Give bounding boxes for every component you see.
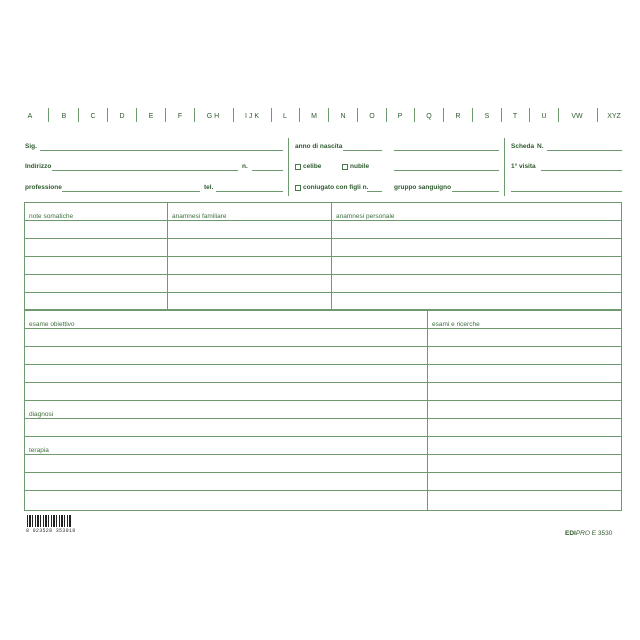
- brand-name-a: EDI: [565, 530, 576, 537]
- label-anno-nascita: anno di nascita: [295, 143, 343, 150]
- label-anamnesi-personale: anamnesi personale: [336, 213, 395, 220]
- index-divider: [357, 108, 358, 122]
- checkbox-celibe[interactable]: [295, 164, 301, 170]
- index-divider: [558, 108, 559, 122]
- brand-label: [565, 530, 612, 537]
- index-divider: [414, 108, 415, 122]
- index-letter: L: [283, 113, 287, 120]
- label-diagnosi: diagnosi: [29, 411, 54, 418]
- label-tel: tel.: [204, 184, 214, 191]
- index-letter: T: [512, 113, 518, 120]
- index-divider: [136, 108, 137, 122]
- index-letter: C: [90, 113, 96, 120]
- checkbox-nubile[interactable]: [342, 164, 348, 170]
- exam-line[interactable]: [24, 364, 622, 365]
- index-divider: [386, 108, 387, 122]
- field-prima-visita[interactable]: [541, 170, 622, 171]
- label-sig: Sig.: [25, 143, 37, 150]
- index-letter: G H: [206, 113, 220, 120]
- label-celibe: celibe: [303, 163, 322, 170]
- label-anamnesi-familiare: anamnesi familiare: [172, 213, 227, 220]
- index-letter: E: [148, 113, 154, 120]
- index-divider: [233, 108, 234, 122]
- index-divider: [597, 108, 598, 122]
- anamnesis-line[interactable]: [24, 274, 622, 275]
- index-letter: O: [369, 113, 375, 120]
- label-scheda-numero: N.: [537, 143, 544, 150]
- field-numero-figli[interactable]: [367, 191, 382, 192]
- anamnesis-line[interactable]: [24, 256, 622, 257]
- index-letter: M: [311, 113, 317, 120]
- exam-line[interactable]: [24, 382, 622, 383]
- index-divider: [194, 108, 195, 122]
- field-scheda-numero[interactable]: [547, 150, 622, 151]
- label-scheda: Scheda: [511, 143, 535, 150]
- index-letter: R: [455, 113, 461, 120]
- exam-line[interactable]: [24, 436, 622, 437]
- label-coniugato: coniugato con figli n.: [303, 184, 369, 191]
- exam-line[interactable]: [24, 454, 622, 455]
- anamnesis-line[interactable]: [24, 220, 622, 221]
- exam-line[interactable]: [24, 472, 622, 473]
- label-terapia: terapia: [29, 447, 49, 454]
- index-divider: [328, 108, 329, 122]
- field-scheda-extra[interactable]: [511, 191, 622, 192]
- field-extra-1[interactable]: [394, 150, 499, 151]
- index-divider: [299, 108, 300, 122]
- field-anno-nascita[interactable]: [343, 150, 382, 151]
- index-divider: [529, 108, 530, 122]
- exam-line[interactable]: [24, 328, 622, 329]
- label-numero: n.: [242, 163, 248, 170]
- header-divider: [288, 138, 289, 196]
- label-prima-visita: 1° visita: [511, 163, 536, 170]
- index-letter: S: [484, 113, 490, 120]
- field-gruppo-sanguigno[interactable]: [452, 191, 499, 192]
- field-numero[interactable]: [252, 170, 283, 171]
- field-professione[interactable]: [62, 191, 200, 192]
- product-code: E 3530: [591, 530, 613, 537]
- exam-line[interactable]: [24, 418, 622, 419]
- index-divider: [501, 108, 502, 122]
- barcode-image: [27, 515, 71, 527]
- exam-divider: [427, 310, 428, 511]
- checkbox-coniugato[interactable]: [295, 185, 301, 191]
- field-extra-2[interactable]: [394, 170, 499, 171]
- index-letter: N: [340, 113, 346, 120]
- index-divider: [443, 108, 444, 122]
- label-gruppo-sanguigno: gruppo sanguigno: [394, 184, 452, 191]
- label-indirizzo: Indirizzo: [25, 163, 52, 170]
- index-letter: F: [177, 113, 183, 120]
- index-divider: [78, 108, 79, 122]
- header-divider: [504, 138, 505, 196]
- anamnesis-line[interactable]: [24, 238, 622, 239]
- index-letter: I J K: [244, 113, 259, 120]
- label-nubile: nubile: [350, 163, 370, 170]
- index-letter: A: [27, 113, 33, 120]
- label-esame-obiettivo: esame obiettivo: [29, 321, 75, 328]
- index-letter: Q: [426, 113, 432, 120]
- brand-name-b: PRO: [575, 530, 590, 537]
- field-sig[interactable]: [40, 150, 283, 151]
- exam-line[interactable]: [24, 400, 622, 401]
- index-divider: [472, 108, 473, 122]
- barcode-number: 8 023528 353018: [26, 528, 76, 534]
- exam-line[interactable]: [24, 490, 622, 491]
- index-letter: B: [61, 113, 67, 120]
- label-professione: professione: [25, 184, 62, 191]
- index-divider: [165, 108, 166, 122]
- exam-line[interactable]: [24, 346, 622, 347]
- index-letter: P: [397, 113, 403, 120]
- index-divider: [107, 108, 108, 122]
- index-letter: VW: [571, 113, 583, 120]
- index-divider: [271, 108, 272, 122]
- index-divider: [48, 108, 49, 122]
- index-letter: XYZ: [607, 113, 621, 120]
- field-tel[interactable]: [216, 191, 283, 192]
- index-letter: U: [541, 113, 547, 120]
- index-letter: D: [119, 113, 125, 120]
- anamnesis-line[interactable]: [24, 292, 622, 293]
- exam-section: [24, 310, 622, 511]
- label-esami-ricerche: esami e ricerche: [432, 321, 480, 328]
- label-note-somatiche: note somatiche: [29, 213, 74, 220]
- field-indirizzo[interactable]: [52, 170, 238, 171]
